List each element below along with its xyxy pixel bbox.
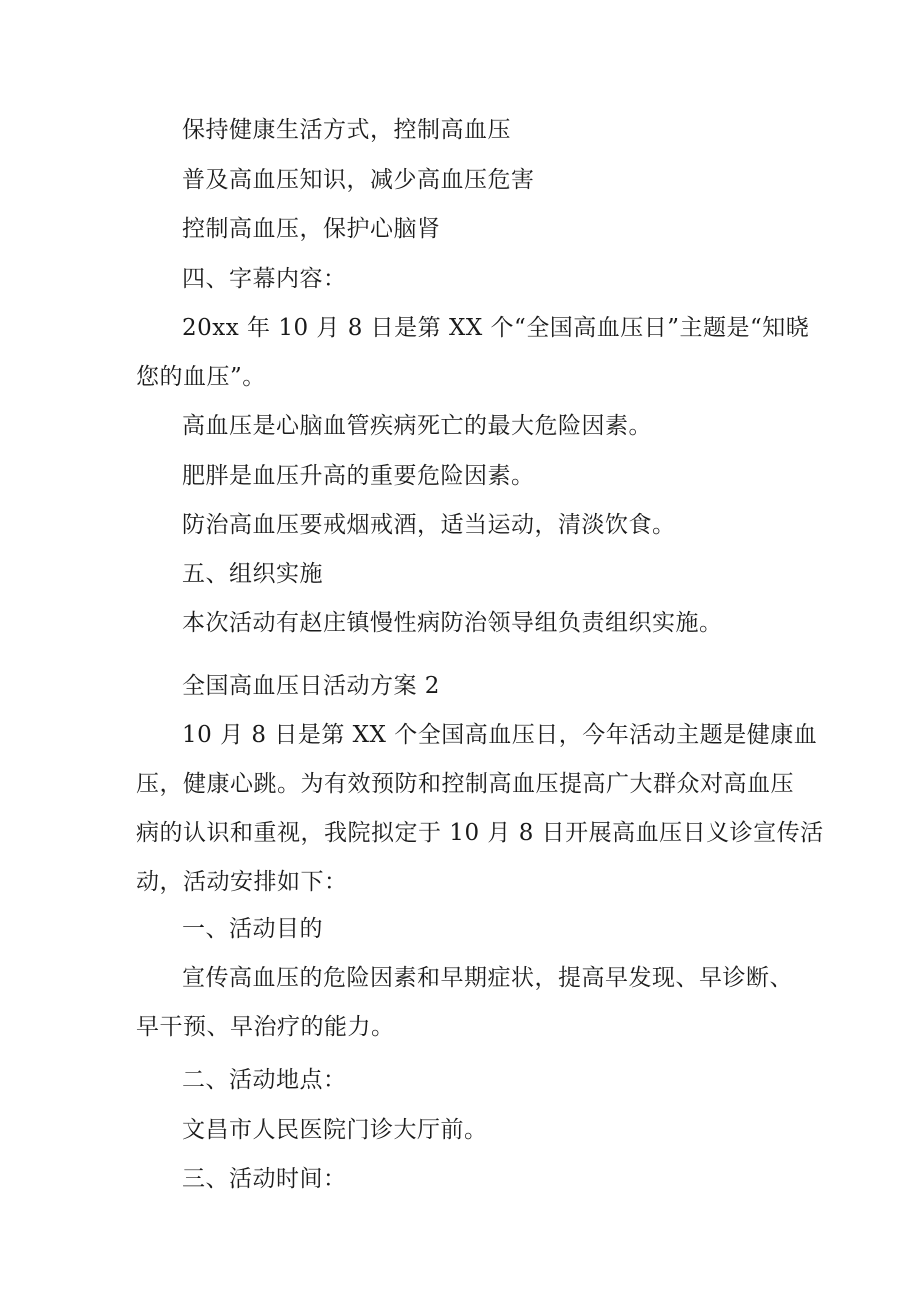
section-heading-purpose: 一、活动目的: [182, 916, 323, 942]
section-heading-time: 三、活动时间：: [182, 1166, 347, 1192]
section-heading-subtitles: 四、字幕内容：: [182, 266, 347, 292]
paragraph-line: 您的血压”。: [136, 364, 266, 390]
paragraph-line: 20xx 年 10 月 8 日是第 XX 个“全国高血压日”主题是“知晓: [182, 315, 810, 341]
paragraph-line: 宣传高血压的危险因素和早期症状，提高早发现、早诊断、: [182, 965, 793, 991]
paragraph-line: 早干预、早治疗的能力。: [136, 1014, 395, 1040]
section-heading-organization: 五、组织实施: [182, 561, 323, 587]
paragraph-line: 肥胖是血压升高的重要危险因素。: [182, 463, 535, 489]
document-title: 全国高血压日活动方案 2: [182, 673, 440, 699]
slogan-line-3: 控制高血压，保护心脑肾: [182, 216, 441, 242]
paragraph-line: 压，健康心跳。为有效预防和控制高血压提高广大群众对高血压: [136, 771, 794, 797]
paragraph-line: 10 月 8 日是第 XX 个全国高血压日，今年活动主题是健康血: [182, 722, 818, 748]
paragraph-line: 本次活动有赵庄镇慢性病防治领导组负责组织实施。: [182, 610, 723, 636]
paragraph-line: 病的认识和重视，我院拟定于 10 月 8 日开展高血压日义诊宣传活: [136, 820, 824, 846]
slogan-line-2: 普及高血压知识，减少高血压危害: [182, 167, 535, 193]
paragraph-line: 动，活动安排如下：: [136, 869, 348, 895]
paragraph-line: 高血压是心脑血管疾病死亡的最大危险因素。: [182, 413, 652, 439]
paragraph-line: 防治高血压要戒烟戒酒，适当运动，清淡饮食。: [182, 512, 676, 538]
section-heading-location: 二、活动地点：: [182, 1067, 347, 1093]
slogan-line-1: 保持健康生活方式，控制高血压: [182, 117, 511, 143]
paragraph-line: 文昌市人民医院门诊大厅前。: [182, 1117, 488, 1143]
